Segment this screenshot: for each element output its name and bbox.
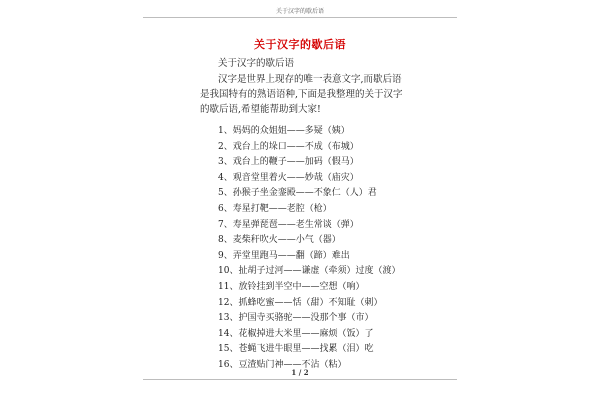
saying-item: 7、寿星弹琵琶——老生常谈（弹） xyxy=(218,219,359,230)
footer-divider xyxy=(143,379,457,380)
saying-item: 14、花椒掉进大米里——麻烦（饭）了 xyxy=(218,328,374,339)
intro-paragraph: 汉字是世界上现存的唯一表意文字,而歇后语是我国特有的熟语语种,下面是我整理的关于汉字的歇后语,希望能帮助到大家! xyxy=(200,74,403,115)
saying-item: 10、扯胡子过河——谦虚（牵须）过度（渡） xyxy=(218,266,401,277)
saying-item: 4、观音堂里着火——妙哉（庙灾） xyxy=(218,172,359,183)
page-number: 1 / 2 xyxy=(291,368,309,377)
saying-item: 9、弄堂里跑马——翻（蹄）难出 xyxy=(218,250,350,261)
document-title: 关于汉字的歇后语 xyxy=(254,38,346,51)
sayings-list xyxy=(218,124,400,374)
saying-item: 6、寿星打靶——老腔（枪） xyxy=(218,203,332,214)
saying-item: 8、麦柴秆吹火——小气（器） xyxy=(218,235,341,246)
saying-item: 12、抓蜂吃蜜——恬（甜）不知耻（刺） xyxy=(218,297,383,308)
saying-item: 11、放铃挂到半空中——空想（响） xyxy=(218,281,365,292)
saying-item: 15、苍蝇飞进牛眼里——找累（泪）吃 xyxy=(218,344,374,355)
saying-item: 16、豆渣贴门神——不沾（粘） xyxy=(218,359,347,370)
saying-item: 2、戏台上的垛口——不成（布城） xyxy=(218,141,359,152)
saying-item: 5、孙猴子坐金銮殿——不象仁（人）君 xyxy=(218,188,377,199)
saying-item: 1、妈妈的众姐姐——多疑（姨） xyxy=(218,126,350,136)
saying-item: 13、护国寺买骆驼——没那个事（市） xyxy=(218,313,374,324)
saying-item: 3、戏台上的鞭子——加码（假马） xyxy=(218,157,359,168)
document-subtitle: 关于汉字的歇后语 xyxy=(218,58,295,69)
running-header: 关于汉字的歇后语 xyxy=(275,8,324,15)
header-divider xyxy=(143,17,457,18)
